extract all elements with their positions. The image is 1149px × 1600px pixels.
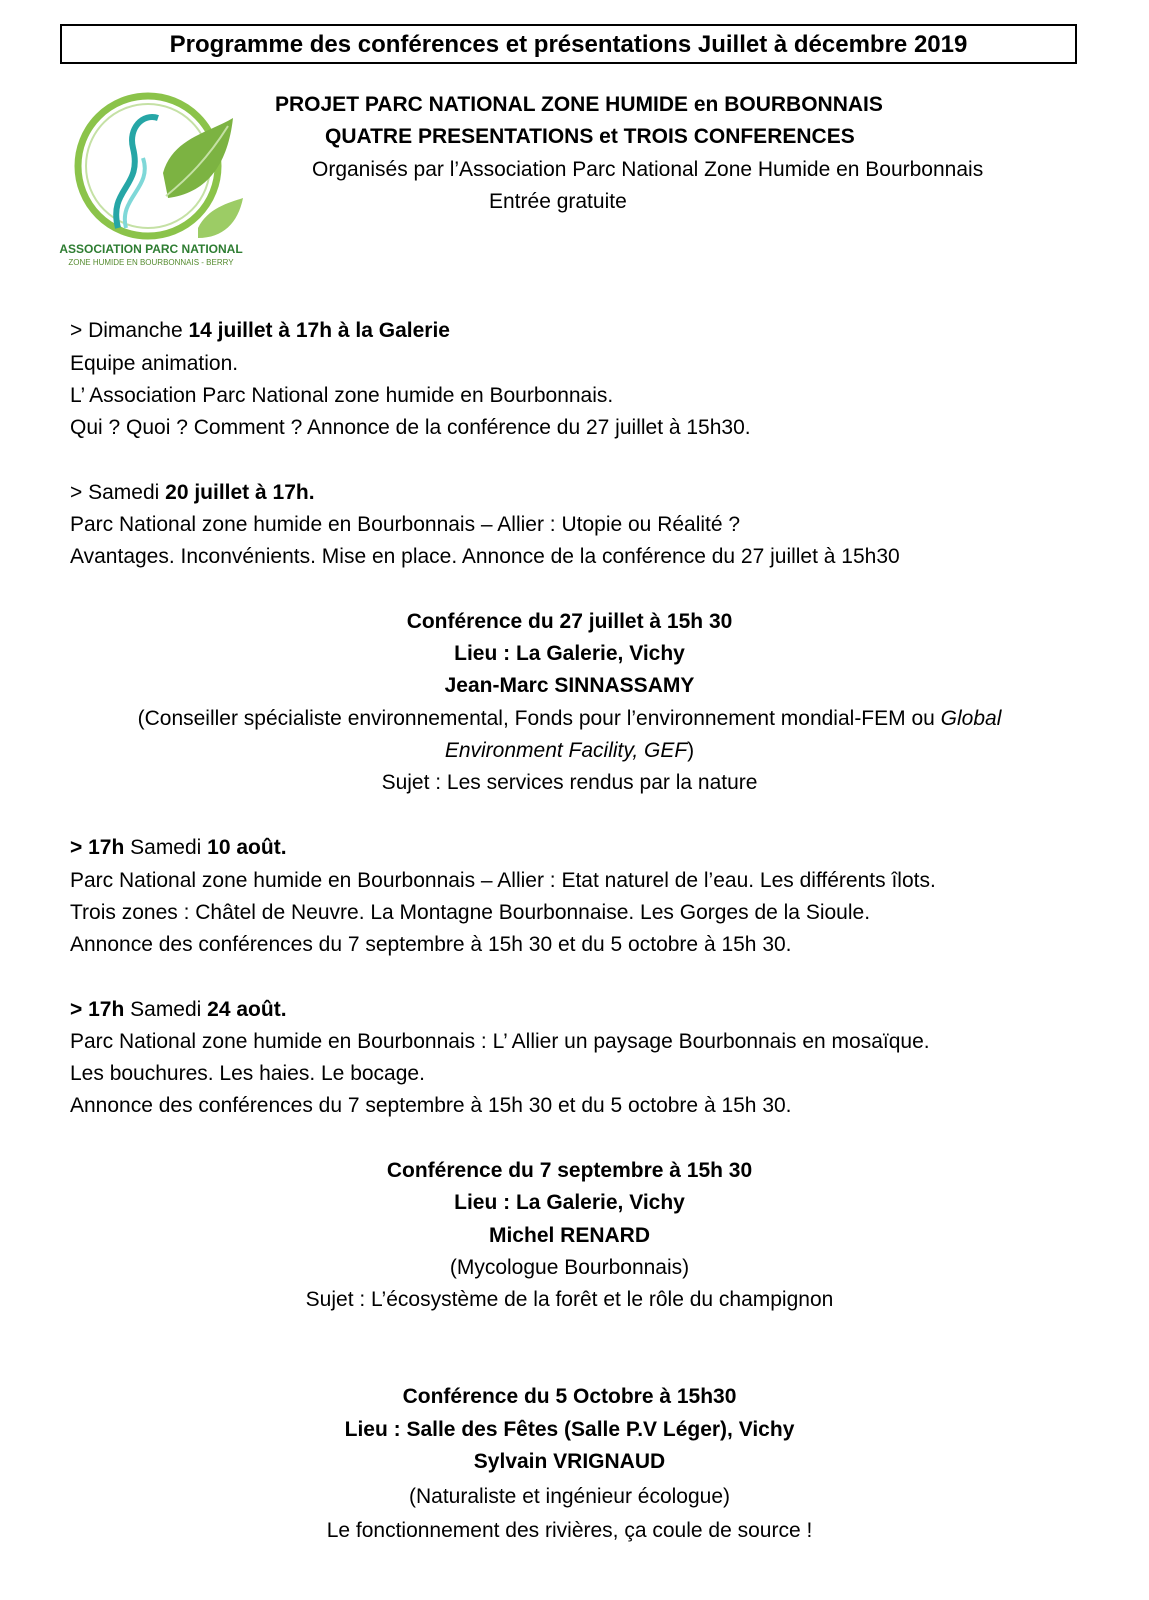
- conference-speaker: Sylvain VRIGNAUD: [473, 1450, 666, 1473]
- event-prefix: > Dimanche: [70, 319, 189, 342]
- header-entry: Entrée gratuite: [489, 190, 627, 213]
- role-italic: Environment Facility, GEF: [444, 739, 688, 762]
- event-line: Parc National zone humide en Bourbonnais – Allier : Etat naturel de l’eau. Les différents îlots.: [70, 869, 936, 892]
- header-subtitle: QUATRE PRESENTATIONS et TROIS CONFERENCES: [325, 125, 855, 148]
- conference-subject: Sujet : Les services rendus par la nature: [381, 771, 758, 794]
- event-time: > 17h: [70, 836, 125, 859]
- event-date: 24 août.: [207, 998, 287, 1021]
- event-line: Trois zones : Châtel de Neuvre. La Montagne Bourbonnaise. Les Gorges de la Sioule.: [70, 901, 871, 924]
- conference-subject: Le fonctionnement des rivières, ça coule de source !: [326, 1519, 813, 1542]
- event-24-aout-heading: [70, 994, 287, 1026]
- event-time: > 17h: [70, 998, 125, 1021]
- conference-speaker: Michel RENARD: [488, 1224, 651, 1247]
- conference-title: Conférence du 7 septembre à 15h 30: [386, 1159, 753, 1182]
- conference-subject: Sujet : L’écosystème de la forêt et le rôle du champignon: [305, 1288, 834, 1311]
- event-line: L’ Association Parc National zone humide en Bourbonnais.: [70, 384, 614, 407]
- event-20-juillet-heading: [70, 477, 315, 509]
- conference-speaker-role: (Naturaliste et ingénieur écologue): [408, 1485, 731, 1508]
- conference-title: Conférence du 5 Octobre à 15h30: [402, 1385, 737, 1408]
- logo-line-1: ASSOCIATION PARC NATIONAL: [59, 242, 243, 256]
- event-line: Les bouchures. Les haies. Le bocage.: [70, 1062, 425, 1085]
- conference-speaker-role: (Mycologue Bourbonnais): [449, 1256, 690, 1279]
- conference-location: Lieu : Salle des Fêtes (Salle P.V Léger), Vichy: [344, 1418, 795, 1441]
- event-10-aout-heading: [70, 832, 287, 864]
- conference-title: Conférence du 27 juillet à 15h 30: [406, 610, 733, 633]
- event-line: Avantages. Inconvénients. Mise en place. Annonce de la conférence du 27 juillet à 15h30: [70, 545, 900, 568]
- event-line: Annonce des conférences du 7 septembre à 15h 30 et du 5 octobre à 15h 30.: [70, 933, 792, 956]
- event-14-juillet-heading: [70, 315, 450, 347]
- event-line: Parc National zone humide en Bourbonnais : L’ Allier un paysage Bourbonnais en mosaïque.: [70, 1030, 930, 1053]
- event-line: Equipe animation.: [70, 352, 239, 375]
- page-title: Programme des conférences et présentations Juillet à décembre 2019: [60, 24, 1077, 64]
- conference-speaker-role: [0, 703, 1139, 735]
- header-organizer: Organisés par l’Association Parc National Zone Humide en Bourbonnais: [312, 158, 984, 181]
- event-prefix: > Samedi: [70, 481, 166, 504]
- header-project: PROJET PARC NATIONAL ZONE HUMIDE en BOURBONNAIS: [275, 93, 883, 116]
- event-line: Annonce des conférences du 7 septembre à 15h 30 et du 5 octobre à 15h 30.: [70, 1094, 792, 1117]
- event-date: 10 août.: [207, 836, 287, 859]
- event-date: 14 juillet à 17h à la Galerie: [188, 319, 450, 342]
- logo-line-2: ZONE HUMIDE EN BOURBONNAIS - BERRY: [68, 258, 234, 267]
- association-logo: [48, 78, 254, 284]
- event-date: 20 juillet à 17h.: [165, 481, 315, 504]
- event-line: Parc National zone humide en Bourbonnais – Allier : Utopie ou Réalité ?: [70, 513, 741, 536]
- event-line: Qui ? Quoi ? Comment ? Annonce de la conférence du 27 juillet à 15h30.: [70, 416, 751, 439]
- conference-location: Lieu : La Galerie, Vichy: [454, 642, 685, 665]
- role-text: ): [687, 739, 695, 762]
- role-italic: Global: [940, 707, 1002, 730]
- event-prefix: Samedi: [124, 998, 208, 1021]
- conference-location: Lieu : La Galerie, Vichy: [454, 1191, 685, 1214]
- role-text: (Conseiller spécialiste environnemental, Fonds pour l’environnement mondial-FEM ou: [137, 707, 941, 730]
- event-prefix: Samedi: [124, 836, 208, 859]
- conference-speaker-role-cont: [0, 735, 1139, 767]
- conference-speaker: Jean-Marc SINNASSAMY: [444, 674, 695, 697]
